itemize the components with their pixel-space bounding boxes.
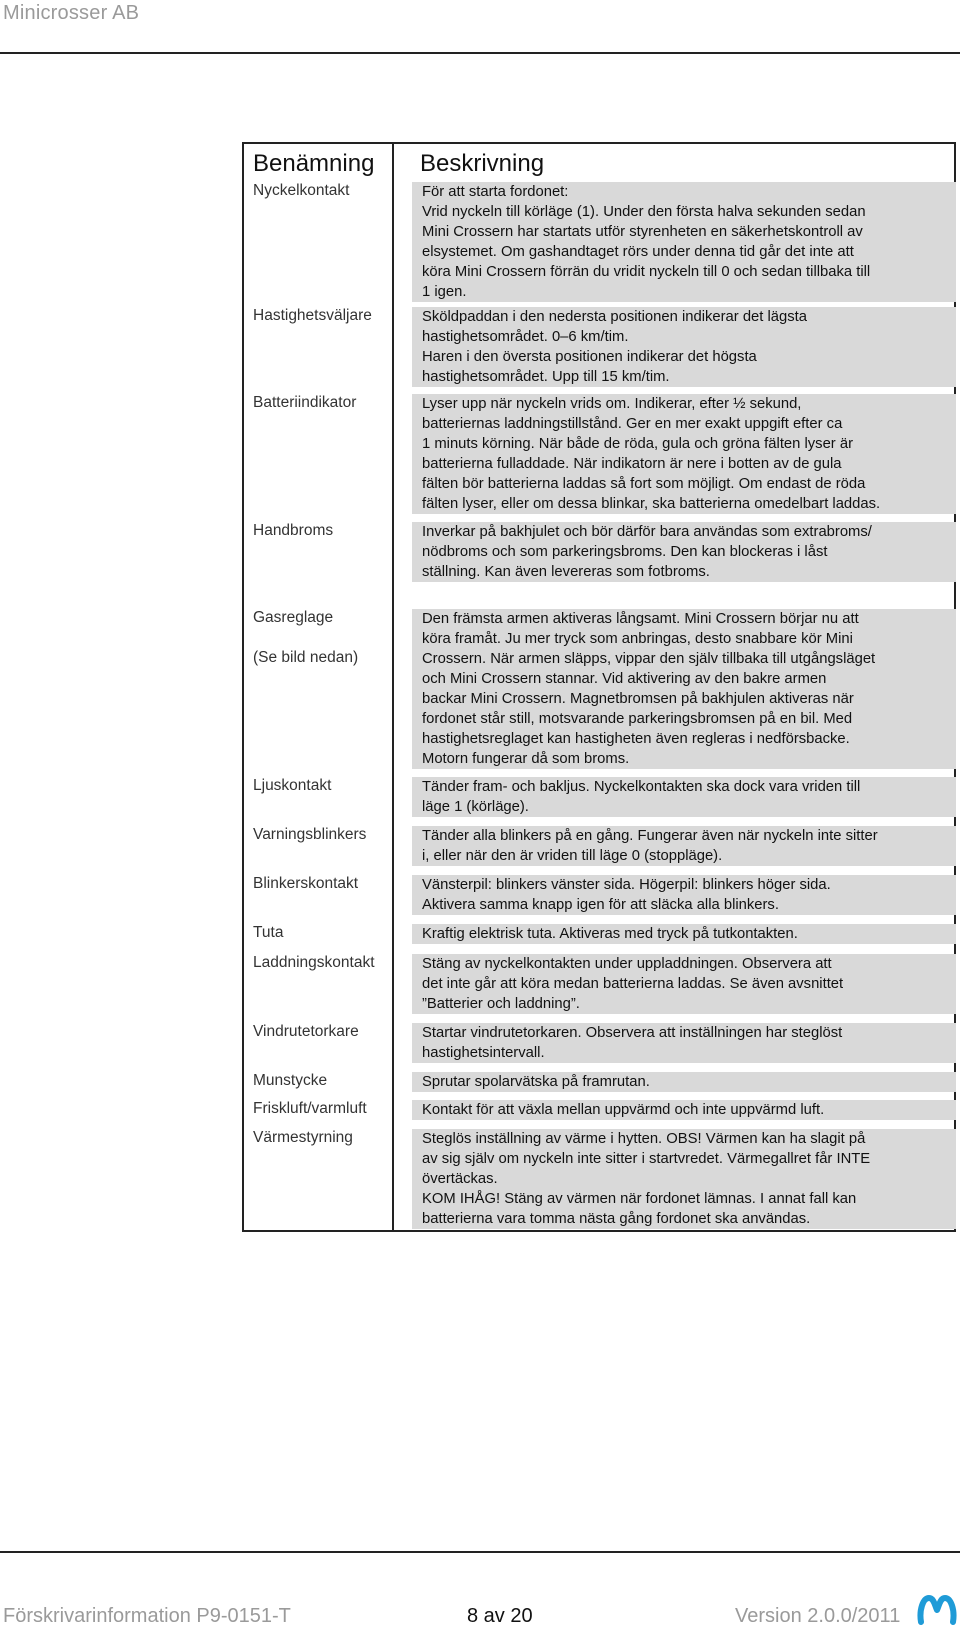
desc-line: hastighetsreglaget kan hastigheten även regleras i nedförsbacke. — [422, 731, 850, 747]
desc-line: 1 igen. — [422, 284, 467, 300]
desc-line: Steglös inställning av värme i hytten. OBS! Värmen kan ha slagit på — [422, 1131, 866, 1147]
desc-line: backar Mini Crossern. Magnetbromsen på bakhjulen aktiveras när — [422, 691, 854, 707]
desc-line: ”Batterier och laddning”. — [422, 996, 580, 1012]
desc-line: Den främsta armen aktiveras långsamt. Mini Crossern börjar nu att — [422, 611, 859, 627]
desc-line: batterierna vara tomma nästa gång fordonet ska användas. — [422, 1211, 811, 1227]
desc-line: i, eller när den är vriden till läge 0 (stoppläge). — [422, 848, 723, 864]
desc-line: 1 minuts körning. När både de röda, gula och gröna fälten lyser är — [422, 436, 854, 452]
term-munstycke: Munstycke — [253, 1072, 328, 1089]
desc-hastighetsvaljare — [412, 307, 956, 387]
desc-line: Crossern. När armen släpps, vippar den själv tillbaka till utgångsläget — [422, 651, 876, 667]
desc-line: Motorn fungerar då som broms. — [422, 751, 630, 767]
desc-line: övertäckas. — [422, 1171, 498, 1187]
desc-gasreglage — [412, 609, 956, 769]
m-logo-icon — [917, 1592, 957, 1626]
desc-line: Sprutar spolarvätska på framrutan. — [422, 1074, 650, 1090]
company-name: Minicrosser AB — [3, 2, 140, 24]
desc-line: Lyser upp när nyckeln vrids om. Indikerar, efter ½ sekund, — [422, 396, 802, 412]
desc-handbroms — [412, 522, 956, 582]
term-column-header: Benämning — [253, 150, 375, 177]
desc-line: batterierna fulladdade. När indikatorn är nere i botten av de gula — [422, 456, 842, 472]
controls-table — [242, 142, 956, 1232]
desc-line: nödbroms och som parkeringsbroms. Den kan blockeras i låst — [422, 544, 828, 560]
desc-line: Vänsterpil: blinkers vänster sida. Högerpil: blinkers höger sida. — [422, 877, 831, 893]
page-number: 8 av 20 — [467, 1605, 533, 1627]
desc-line: fordonet står still, motsvarande parkeringsbromsen på en bil. Med — [422, 711, 853, 727]
desc-friskluft-varmluft — [412, 1100, 956, 1120]
desc-line: Kontakt för att växla mellan uppvärmd och inte uppvärmd luft. — [422, 1102, 825, 1118]
term-nyckelkontakt: Nyckelkontakt — [253, 182, 350, 199]
term-gasreglage-note: (Se bild nedan) — [253, 649, 359, 666]
desc-line: Vrid nyckeln till körläge (1). Under den första halva sekunden sedan — [422, 204, 866, 220]
desc-line: batteriernas laddningstillstånd. Ger en mer exakt uppgift efter ca — [422, 416, 843, 432]
term-batteriindikator: Batteriindikator — [253, 394, 357, 411]
desc-line: Stäng av nyckelkontakten under uppladdningen. Observera att — [422, 956, 832, 972]
term-varningsblinkers: Varningsblinkers — [253, 826, 367, 843]
document-id: Förskrivarinformation P9-0151-T — [3, 1605, 291, 1627]
desc-line: det inte går att köra medan batterierna laddas. Se även avsnittet — [422, 976, 844, 992]
desc-line: Haren i den översta positionen indikerar det högsta — [422, 349, 757, 365]
desc-line: För att starta fordonet: — [422, 184, 569, 200]
desc-line: Kraftig elektrisk tuta. Aktiveras med tryck på tutkontakten. — [422, 926, 798, 942]
term-friskluft-varmluft: Friskluft/varmluft — [253, 1100, 367, 1117]
desc-batteriindikator — [412, 394, 956, 514]
desc-line: ställning. Kan även levereras som fotbroms. — [422, 564, 710, 580]
desc-line: elsystemet. Om gashandtaget rörs under denna tid går det inte att — [422, 244, 854, 260]
page-header — [0, 0, 960, 54]
desc-munstycke — [412, 1072, 956, 1092]
desc-line: Tänder fram- och bakljus. Nyckelkontakten ska dock vara vriden till — [422, 779, 861, 795]
description-column-header: Beskrivning — [420, 150, 545, 177]
term-handbroms: Handbroms — [253, 522, 334, 539]
version-label: Version 2.0.0/2011 — [735, 1605, 901, 1627]
desc-line: Inverkar på bakhjulet och bör därför bara användas som extrabroms/ — [422, 524, 872, 540]
desc-line: fälten lyser, eller om dessa blinkar, ska batterierna omedelbart laddas. — [422, 496, 881, 512]
desc-line: hastighetsintervall. — [422, 1045, 545, 1061]
term-blinkerskontakt: Blinkerskontakt — [253, 875, 359, 892]
desc-line: köra Mini Crossern förrän du vridit nyckeln till 0 och sedan tillbaka till — [422, 264, 871, 280]
term-ljuskontakt: Ljuskontakt — [253, 777, 332, 794]
footer-divider — [0, 1551, 960, 1553]
term-gasreglage: Gasreglage — [253, 609, 334, 626]
desc-ljuskontakt — [412, 777, 956, 817]
desc-line: hastighetsområdet. Upp till 15 km/tim. — [422, 369, 670, 385]
desc-line: och Mini Crossern stannar. Vid aktivering av den bakre armen — [422, 671, 827, 687]
desc-laddningskontakt — [412, 954, 956, 1014]
desc-line: av sig själv om nyckeln inte sitter i startvredet. Värmegallret får INTE — [422, 1151, 871, 1167]
term-laddningskontakt: Laddningskontakt — [253, 954, 375, 971]
desc-line: fälten bör batterierna laddas så fort som möjligt. Om endast de röda — [422, 476, 866, 492]
desc-line: köra framåt. Ju mer tryck som anbringas, desto snabbare kör Mini — [422, 631, 853, 647]
desc-line: Aktivera samma knapp igen för att släcka alla blinkers. — [422, 897, 779, 913]
desc-line: Tänder alla blinkers på en gång. Fungerar även när nyckeln inte sitter — [422, 828, 878, 844]
desc-line: läge 1 (körläge). — [422, 799, 529, 815]
term-varmestyrning: Värmestyrning — [253, 1129, 353, 1146]
desc-line: Sköldpaddan i den nedersta positionen indikerar det lägsta — [422, 309, 807, 325]
term-tuta: Tuta — [253, 924, 284, 941]
desc-vindrutetorkare — [412, 1023, 956, 1063]
desc-varningsblinkers — [412, 826, 956, 866]
desc-line: Mini Crossern har startats utför styrenheten en säkerhetskontroll av — [422, 224, 863, 240]
desc-line: Startar vindrutetorkaren. Observera att inställningen har steglöst — [422, 1025, 843, 1041]
desc-varmestyrning — [412, 1129, 956, 1229]
desc-tuta — [412, 924, 956, 944]
term-hastighetsvaljare: Hastighetsväljare — [253, 307, 372, 324]
desc-blinkerskontakt — [412, 875, 956, 915]
term-vindrutetorkare: Vindrutetorkare — [253, 1023, 359, 1040]
desc-nyckelkontakt — [412, 182, 956, 302]
desc-line: KOM IHÅG! Stäng av värmen när fordonet lämnas. I annat fall kan — [422, 1191, 857, 1207]
desc-line: hastighetsområdet. 0–6 km/tim. — [422, 329, 629, 345]
